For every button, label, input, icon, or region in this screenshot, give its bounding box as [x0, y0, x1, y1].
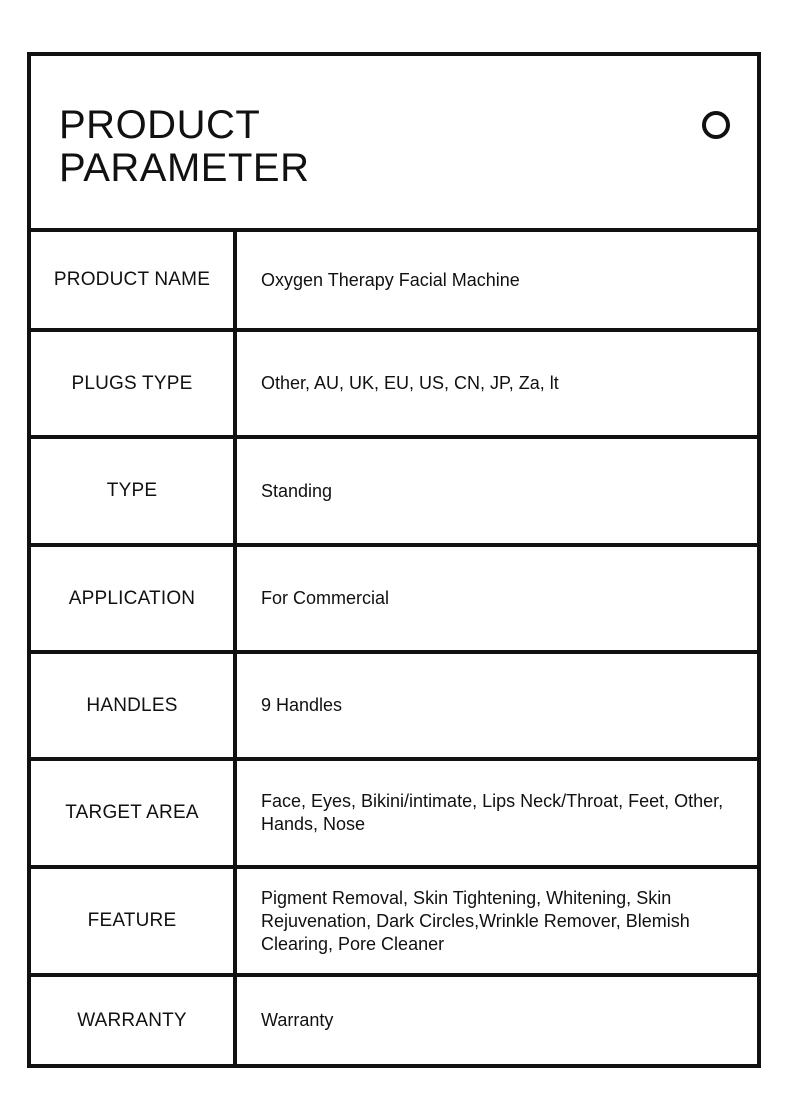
table-row-plugs-type: [31, 332, 757, 439]
parameter-table: [31, 232, 757, 1064]
sheet-header: [31, 56, 757, 232]
row-label: TYPE: [31, 439, 237, 543]
row-value: Standing: [261, 480, 333, 501]
circle-icon: [702, 111, 730, 139]
title-line-1: PRODUCT: [59, 103, 261, 147]
row-value: 9 Handles: [261, 695, 343, 715]
row-value: Pigment Removal, Skin Tightening, Whitening, Skin Rejuvenation, Dark Circles,Wrinkle Remover, Blemish Clearing, Pore Cleaner: [261, 887, 690, 954]
row-value: Face, Eyes, Bikini/intimate, Lips Neck/Throat, Feet, Other, Hands, Nose: [261, 791, 724, 834]
page-title: [59, 104, 309, 190]
row-label: WARRANTY: [31, 977, 237, 1064]
table-row-feature: [31, 869, 757, 977]
row-value: Other, AU, UK, EU, US, CN, JP, Za, lt: [261, 373, 559, 393]
row-label: APPLICATION: [31, 547, 237, 650]
row-label: HANDLES: [31, 654, 237, 757]
row-label: FEATURE: [31, 869, 237, 973]
table-row-handles: [31, 654, 757, 761]
row-label: TARGET AREA: [31, 761, 237, 865]
row-value: Warranty: [261, 1010, 334, 1030]
table-row-warranty: [31, 977, 757, 1064]
table-row-application: [31, 547, 757, 654]
table-row-type: [31, 439, 757, 547]
row-value: Oxygen Therapy Facial Machine: [261, 269, 520, 290]
title-line-2: PARAMETER: [59, 146, 310, 190]
row-value: For Commercial: [261, 588, 390, 608]
row-label: PRODUCT NAME: [31, 232, 237, 328]
table-row-target-area: [31, 761, 757, 869]
product-parameter-sheet: [27, 52, 761, 1068]
row-label: PLUGS TYPE: [31, 332, 237, 435]
table-row-product-name: [31, 232, 757, 332]
